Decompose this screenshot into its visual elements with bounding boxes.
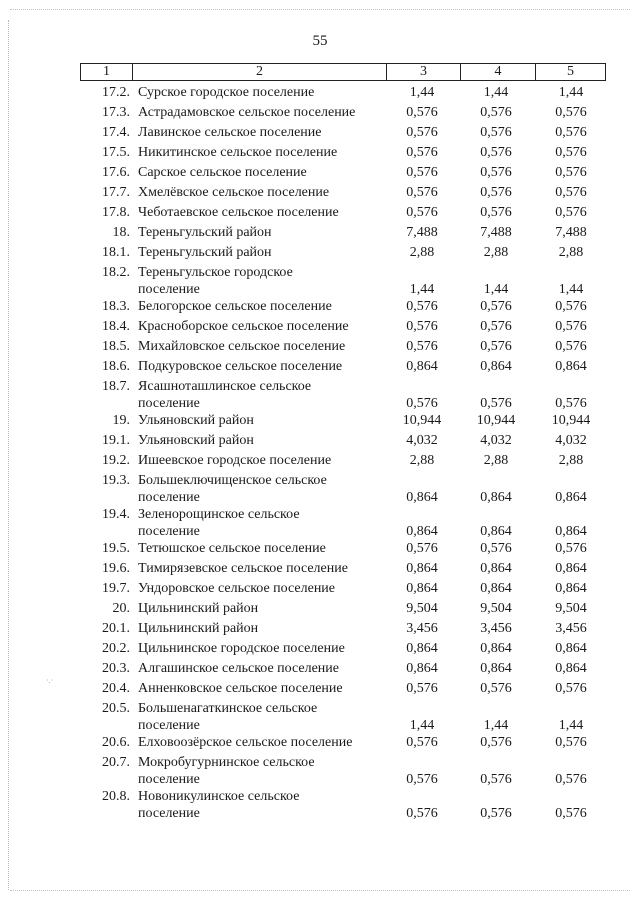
- row-name: [138, 412, 388, 429]
- row-name-line: поселение: [138, 490, 200, 505]
- row-value-5: 0,864: [555, 524, 587, 539]
- row-value-3: 0,864: [406, 359, 438, 374]
- row-value-3: 0,576: [406, 205, 438, 220]
- row-name-line: Сарское сельское поселение: [138, 165, 307, 180]
- row-name: [138, 84, 388, 101]
- row-name: [138, 788, 388, 822]
- row-name-line: Ясашноташлинское сельское: [138, 379, 312, 394]
- row-name: [138, 244, 388, 261]
- row-name-line: Тереньгульский район: [138, 225, 272, 240]
- row-name-line: Большенагаткинское сельское: [138, 701, 318, 716]
- row-name-line: поселение: [138, 396, 200, 411]
- row-value-4: 2,88: [483, 245, 509, 260]
- row-name: [138, 184, 388, 201]
- row-name-line: Анненковское сельское поселение: [138, 681, 343, 696]
- row-name: [138, 338, 388, 355]
- row-value-5: 1,44: [558, 282, 584, 297]
- row-number: 19.1.: [102, 433, 130, 448]
- row-value-5: 0,576: [555, 205, 587, 220]
- row-value-5: 1,44: [558, 85, 584, 100]
- row-name: [138, 580, 388, 597]
- row-name: [138, 600, 388, 617]
- row-value-3: 0,864: [406, 561, 438, 576]
- row-value-4: 0,864: [480, 661, 512, 676]
- row-value-5: 0,864: [555, 490, 587, 505]
- row-name-line: Большеключищенское сельское: [138, 473, 327, 488]
- row-value-5: 0,576: [555, 299, 587, 314]
- row-value-5: 0,576: [555, 806, 587, 821]
- scan-edge-bottom: [10, 890, 630, 891]
- row-number: 20.7.: [102, 755, 130, 770]
- header-col-4: 4: [461, 64, 536, 80]
- row-number: 19.4.: [102, 507, 130, 522]
- table-header: [80, 63, 606, 81]
- row-value-4: 0,864: [480, 581, 512, 596]
- row-name-line: Мокробугурнинское сельское: [138, 755, 315, 770]
- scan-edge-top: [10, 9, 630, 10]
- row-name: [138, 298, 388, 315]
- row-name-line: Цильнинский район: [138, 621, 259, 636]
- row-number: 20.: [112, 601, 130, 616]
- row-value-5: 0,576: [555, 772, 587, 787]
- row-value-5: 9,504: [555, 601, 587, 616]
- row-value-4: 0,576: [480, 735, 512, 750]
- row-name: [138, 734, 388, 751]
- row-value-4: 0,576: [480, 396, 512, 411]
- row-value-5: 0,576: [555, 339, 587, 354]
- row-value-3: 1,44: [409, 85, 435, 100]
- row-value-4: 0,576: [480, 806, 512, 821]
- row-number: 19.6.: [102, 561, 130, 576]
- row-value-3: 2,88: [409, 453, 435, 468]
- row-value-4: 1,44: [483, 85, 509, 100]
- row-value-3: 0,576: [406, 681, 438, 696]
- row-value-4: 4,032: [480, 433, 512, 448]
- row-value-3: 0,864: [406, 661, 438, 676]
- row-name-line: Зеленорощинское сельское: [138, 507, 300, 522]
- row-value-5: 0,864: [555, 661, 587, 676]
- row-name-line: Ишеевское городское поселение: [138, 453, 332, 468]
- row-name: [138, 452, 388, 469]
- row-name-line: Тереньгульское городское: [138, 265, 293, 280]
- row-value-5: 0,576: [555, 681, 587, 696]
- row-name-line: Цильнинское городское поселение: [138, 641, 345, 656]
- row-name: [138, 560, 388, 577]
- row-name-line: Лавинское сельское поселение: [138, 125, 322, 140]
- row-value-5: 3,456: [555, 621, 587, 636]
- row-value-3: 0,576: [406, 145, 438, 160]
- row-name-line: Красноборское сельское поселение: [138, 319, 349, 334]
- row-number: 19.: [112, 413, 130, 428]
- row-name-line: Михайловское сельское поселение: [138, 339, 346, 354]
- row-name-line: Ульяновский район: [138, 413, 254, 428]
- row-name-line: Хмелёвское сельское поселение: [138, 185, 330, 200]
- row-number: 18.3.: [102, 299, 130, 314]
- row-value-3: 0,576: [406, 185, 438, 200]
- row-value-3: 10,944: [402, 413, 442, 428]
- row-value-4: 0,576: [480, 299, 512, 314]
- row-value-3: 1,44: [409, 282, 435, 297]
- row-name-line: Тимирязевское сельское поселение: [138, 561, 348, 576]
- row-value-5: 0,576: [555, 165, 587, 180]
- row-number: 20.4.: [102, 681, 130, 696]
- header-col-5: 5: [567, 64, 574, 79]
- row-name: [138, 540, 388, 557]
- row-value-5: 0,864: [555, 641, 587, 656]
- row-value-5: 0,576: [555, 125, 587, 140]
- row-name-line: Елховоозёрское сельское поселение: [138, 735, 353, 750]
- row-name: [138, 204, 388, 221]
- header-col-2: 2: [133, 64, 387, 80]
- row-value-5: 0,576: [555, 735, 587, 750]
- row-number: 20.8.: [102, 789, 130, 804]
- row-value-4: 0,864: [480, 490, 512, 505]
- row-number: 19.3.: [102, 473, 130, 488]
- row-value-3: 0,576: [406, 772, 438, 787]
- row-value-5: 7,488: [555, 225, 587, 240]
- row-name: [138, 620, 388, 637]
- scan-speck: ·.·: [46, 676, 54, 685]
- row-value-4: 0,864: [480, 359, 512, 374]
- row-name-line: поселение: [138, 806, 200, 821]
- row-value-4: 0,576: [480, 185, 512, 200]
- row-number: 19.7.: [102, 581, 130, 596]
- row-name-line: Сурское городское поселение: [138, 85, 315, 100]
- row-value-3: 0,576: [406, 396, 438, 411]
- row-value-3: 0,576: [406, 165, 438, 180]
- row-value-3: 0,576: [406, 319, 438, 334]
- row-number: 19.2.: [102, 453, 130, 468]
- row-name-line: Новоникулинское сельское: [138, 789, 300, 804]
- row-value-3: 0,576: [406, 125, 438, 140]
- row-name: [138, 754, 388, 788]
- row-name-line: поселение: [138, 282, 200, 297]
- row-name: [138, 680, 388, 697]
- row-name-line: Ундоровское сельское поселение: [138, 581, 336, 596]
- row-value-3: 0,864: [406, 581, 438, 596]
- row-name: [138, 164, 388, 181]
- row-value-4: 0,576: [480, 339, 512, 354]
- row-name: [138, 104, 388, 121]
- row-value-4: 9,504: [480, 601, 512, 616]
- row-name: [138, 472, 388, 506]
- row-value-3: 0,864: [406, 490, 438, 505]
- row-number: 20.5.: [102, 701, 130, 716]
- row-name: [138, 124, 388, 141]
- row-name: [138, 144, 388, 161]
- row-number: 18.1.: [102, 245, 130, 260]
- row-number: 18.4.: [102, 319, 130, 334]
- row-value-4: 3,456: [480, 621, 512, 636]
- row-number: 18.7.: [102, 379, 130, 394]
- row-name: [138, 264, 388, 298]
- row-value-5: 1,44: [558, 718, 584, 733]
- row-number: 17.7.: [102, 185, 130, 200]
- row-number: 17.5.: [102, 145, 130, 160]
- row-value-3: 1,44: [409, 718, 435, 733]
- row-value-5: 0,864: [555, 359, 587, 374]
- row-value-4: 1,44: [483, 718, 509, 733]
- row-value-4: 0,864: [480, 561, 512, 576]
- row-value-3: 2,88: [409, 245, 435, 260]
- scan-edge-left: [8, 20, 9, 890]
- row-value-3: 0,864: [406, 524, 438, 539]
- row-value-4: 0,576: [480, 105, 512, 120]
- row-value-4: 1,44: [483, 282, 509, 297]
- header-col-1: 1: [81, 64, 133, 80]
- row-value-3: 9,504: [406, 601, 438, 616]
- row-value-5: 0,576: [555, 105, 587, 120]
- row-name-line: Чеботаевское сельское поселение: [138, 205, 339, 220]
- row-name-line: поселение: [138, 524, 200, 539]
- row-name: [138, 224, 388, 241]
- row-value-5: 0,576: [555, 396, 587, 411]
- row-name: [138, 432, 388, 449]
- row-value-5: 2,88: [558, 453, 584, 468]
- row-value-4: 0,864: [480, 524, 512, 539]
- row-value-3: 0,576: [406, 105, 438, 120]
- row-name-line: Белогорское сельское поселение: [138, 299, 332, 314]
- row-number: 18.6.: [102, 359, 130, 374]
- row-value-5: 0,864: [555, 561, 587, 576]
- row-number: 18.: [112, 225, 130, 240]
- row-value-3: 0,576: [406, 806, 438, 821]
- row-name-line: поселение: [138, 718, 200, 733]
- row-name-line: Тетюшское сельское поселение: [138, 541, 326, 556]
- row-number: 19.5.: [102, 541, 130, 556]
- row-value-4: 0,576: [480, 125, 512, 140]
- row-name: [138, 358, 388, 375]
- row-name-line: Ульяновский район: [138, 433, 254, 448]
- row-value-5: 0,576: [555, 319, 587, 334]
- row-value-4: 0,576: [480, 541, 512, 556]
- row-value-3: 7,488: [406, 225, 438, 240]
- page-number: 55: [312, 33, 328, 49]
- row-name-line: Цильнинский район: [138, 601, 259, 616]
- row-name-line: Тереньгульский район: [138, 245, 272, 260]
- row-value-4: 2,88: [483, 453, 509, 468]
- row-value-5: 10,944: [551, 413, 591, 428]
- row-value-4: 0,576: [480, 205, 512, 220]
- row-number: 17.2.: [102, 85, 130, 100]
- row-value-4: 0,576: [480, 145, 512, 160]
- row-name-line: Подкуровское сельское поселение: [138, 359, 343, 374]
- row-value-4: 10,944: [476, 413, 516, 428]
- row-name: [138, 318, 388, 335]
- row-value-4: 7,488: [480, 225, 512, 240]
- row-value-4: 0,576: [480, 772, 512, 787]
- row-value-4: 0,576: [480, 681, 512, 696]
- row-value-5: 0,576: [555, 541, 587, 556]
- header-col-3: 3: [387, 64, 461, 80]
- row-number: 17.4.: [102, 125, 130, 140]
- row-name: [138, 660, 388, 677]
- row-name-line: Никитинское сельское поселение: [138, 145, 338, 160]
- row-number: 18.5.: [102, 339, 130, 354]
- row-value-3: 3,456: [406, 621, 438, 636]
- row-value-3: 4,032: [406, 433, 438, 448]
- row-name: [138, 378, 388, 412]
- row-number: 18.2.: [102, 265, 130, 280]
- row-value-4: 0,576: [480, 319, 512, 334]
- row-value-5: 4,032: [555, 433, 587, 448]
- row-name-line: Астрадамовское сельское поселение: [138, 105, 356, 120]
- row-number: 17.6.: [102, 165, 130, 180]
- row-value-5: 2,88: [558, 245, 584, 260]
- row-number: 20.3.: [102, 661, 130, 676]
- row-number: 20.6.: [102, 735, 130, 750]
- row-value-3: 0,576: [406, 735, 438, 750]
- row-number: 20.2.: [102, 641, 130, 656]
- row-name: [138, 700, 388, 734]
- row-value-3: 0,576: [406, 339, 438, 354]
- row-number: 20.1.: [102, 621, 130, 636]
- row-value-5: 0,576: [555, 145, 587, 160]
- row-value-4: 0,864: [480, 641, 512, 656]
- row-value-5: 0,576: [555, 185, 587, 200]
- row-value-4: 0,576: [480, 165, 512, 180]
- row-name-line: Алгашинское сельское поселение: [138, 661, 340, 676]
- row-value-3: 0,576: [406, 541, 438, 556]
- row-name: [138, 506, 388, 540]
- row-value-3: 0,864: [406, 641, 438, 656]
- row-value-5: 0,864: [555, 581, 587, 596]
- row-value-3: 0,576: [406, 299, 438, 314]
- row-name: [138, 640, 388, 657]
- row-name-line: поселение: [138, 772, 200, 787]
- row-number: 17.8.: [102, 205, 130, 220]
- row-number: 17.3.: [102, 105, 130, 120]
